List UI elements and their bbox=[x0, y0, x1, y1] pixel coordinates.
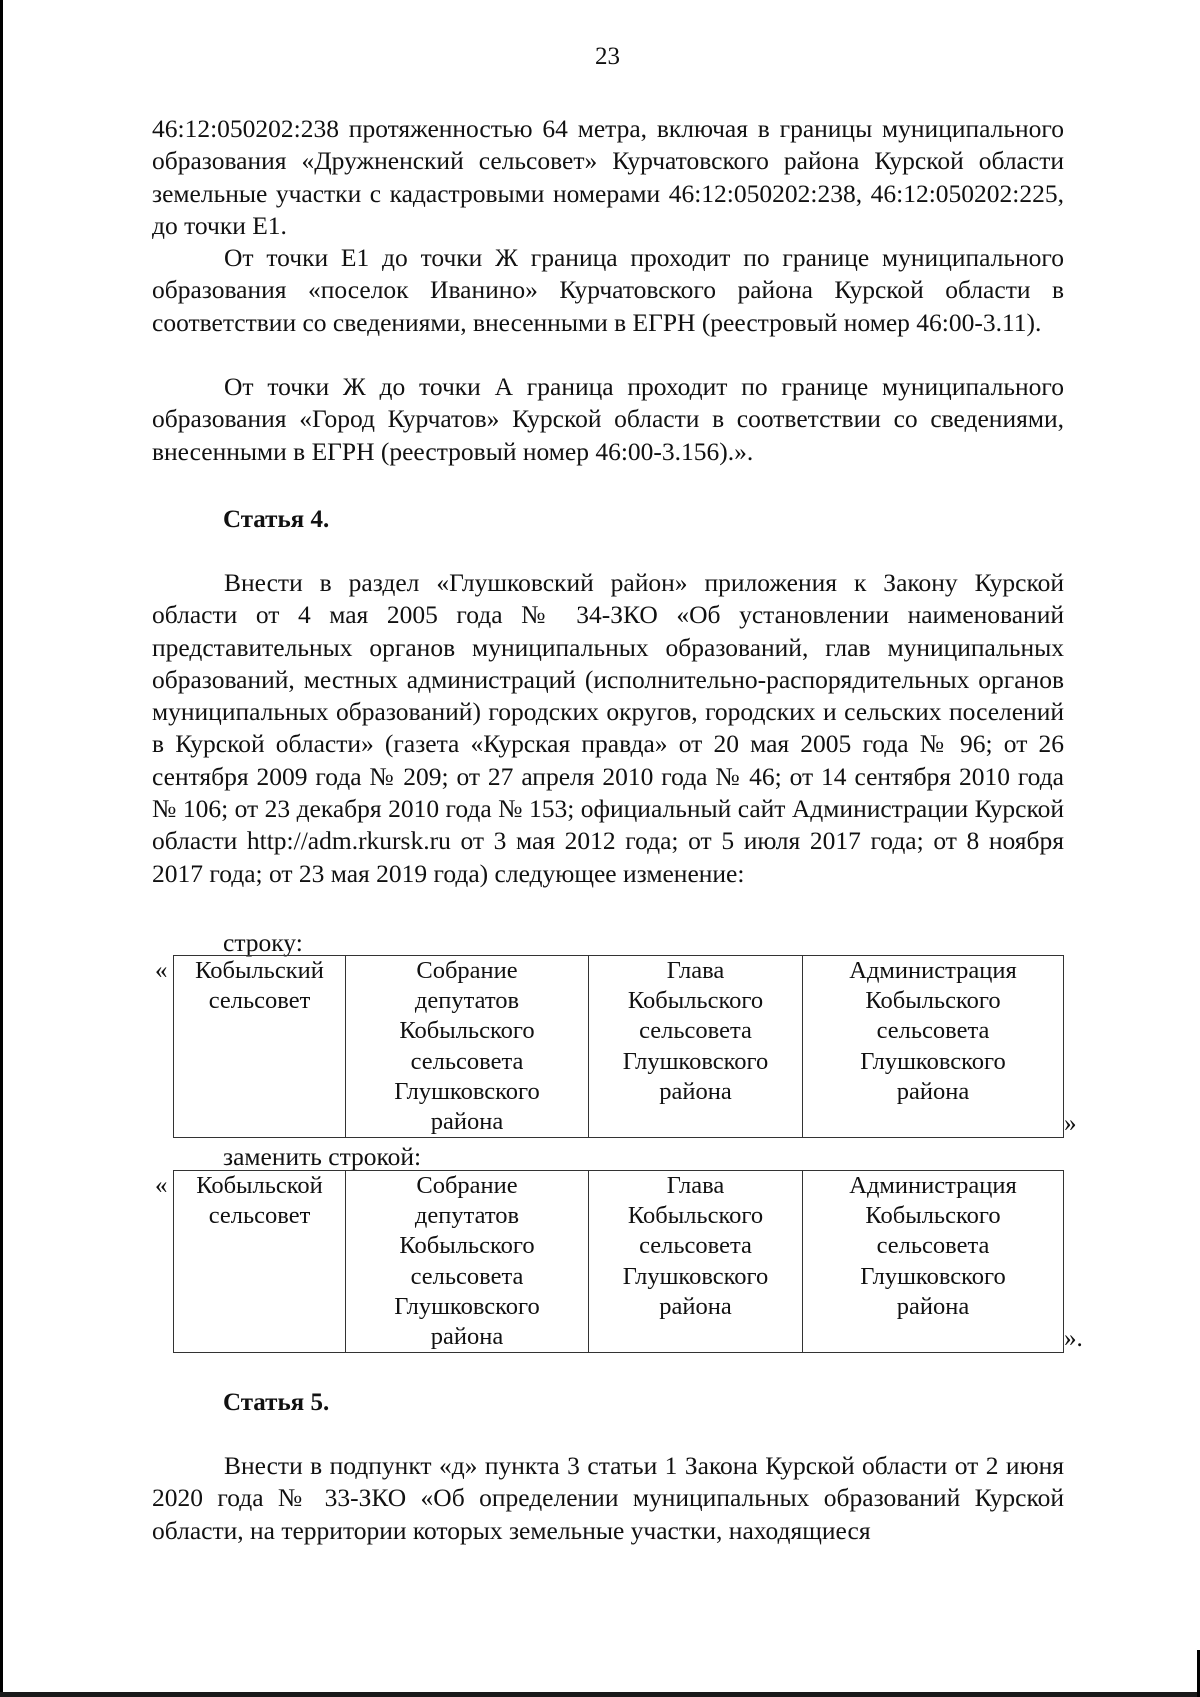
cell-line: Кобыльской bbox=[196, 1172, 323, 1199]
cell-line: сельсовета bbox=[410, 1047, 524, 1075]
cell-council bbox=[346, 1171, 589, 1353]
cell-line: сельсовета bbox=[410, 1262, 524, 1290]
cell-line: Глушковского bbox=[622, 1047, 769, 1075]
cell-line: Кобыльского bbox=[627, 1202, 764, 1230]
table-row bbox=[174, 956, 1064, 1138]
cell-line: района bbox=[430, 1323, 504, 1351]
cell-line: сельсовета bbox=[876, 1017, 990, 1045]
article-5-heading: Статья 5. bbox=[223, 1389, 330, 1416]
cell-council bbox=[346, 956, 589, 1138]
cell-line: Администрация bbox=[849, 1172, 1017, 1199]
cell-line: Кобыльского bbox=[627, 987, 764, 1015]
new-row-open-quote: « bbox=[155, 1172, 168, 1199]
cell-line: сельсовет bbox=[208, 987, 311, 1015]
cell-line: Кобыльского bbox=[865, 1202, 1001, 1230]
cell-line: Кобыльский bbox=[195, 957, 324, 984]
cell-line: сельсовет bbox=[208, 1202, 311, 1230]
cell-administration bbox=[803, 956, 1064, 1138]
old-row-close-quote: » bbox=[1064, 1110, 1077, 1137]
paragraph-zh-to-a: От точки Ж до точки А граница проходит по границе муниципального образования «Город Курчатов» Курской области в соответствии со сведениями, внесенными в ЕГРН (реестровый номер 46:00-3.156).». bbox=[152, 372, 1064, 466]
cell-line: Администрация bbox=[849, 957, 1017, 984]
cell-line: Глава bbox=[666, 1172, 725, 1199]
scan-bottom-border bbox=[0, 1692, 1200, 1697]
new-row-table bbox=[173, 1170, 1064, 1353]
cell-line: сельсовета bbox=[639, 1232, 752, 1260]
cell-line: Глушковского bbox=[622, 1262, 769, 1290]
cell-line: Глушковского bbox=[860, 1262, 1006, 1290]
cell-line: района bbox=[659, 1292, 732, 1320]
cell-administration bbox=[803, 1171, 1064, 1353]
cell-line: Собрание bbox=[416, 957, 518, 984]
new-row-label: заменить строкой: bbox=[223, 1142, 422, 1171]
cell-line: депутатов bbox=[414, 1202, 520, 1230]
cell-line: Собрание bbox=[416, 1172, 518, 1199]
old-row-table bbox=[173, 955, 1064, 1138]
new-row-close-quote: ». bbox=[1064, 1325, 1083, 1352]
cell-line: района bbox=[896, 1077, 970, 1105]
cell-line: сельсовета bbox=[876, 1232, 990, 1260]
cell-line: района bbox=[430, 1108, 504, 1136]
old-row-open-quote: « bbox=[155, 957, 168, 984]
paragraph-e1-to-zh: От точки Е1 до точки Ж граница проходит по границе муниципального образования «поселок Иванино» Курчатовского района Курской области в соответствии со сведениями, внесенными в ЕГРН (реестровый номер 46:00-3.11). bbox=[152, 243, 1064, 337]
cell-head bbox=[589, 956, 803, 1138]
cell-head bbox=[589, 1171, 803, 1353]
cell-line: Кобыльского bbox=[865, 987, 1001, 1015]
cell-line: района bbox=[659, 1077, 732, 1105]
cell-line: Глушковского bbox=[860, 1047, 1006, 1075]
article-4-body: Внести в раздел «Глушковский район» приложения к Закону Курской области от 4 мая 2005 года № 34-ЗКО «Об установлении наименований представительных органов муниципальных образований, глав муниципальных образований, местных администраций (исполнительно-распорядительных органов муниципальных образований) городских округов, городских и сельских поселений в Курской области» (газета «Курская правда» от 20 мая 2005 года № 96; от 26 сентября 2009 года № 209; от 27 апреля 2010 года № 46; от 14 сентября 2010 года № 106; от 23 декабря 2010 года № 153; официальный сайт Администрации Курской области http://adm.rkursk.ru от 3 мая 2012 года; от 5 июля 2017 года; от 8 ноября 2017 года; от 23 мая 2019 года) следующее изменение: bbox=[152, 568, 1064, 888]
table-row bbox=[174, 1171, 1064, 1353]
cell-line: Глава bbox=[666, 957, 725, 984]
cell-line: района bbox=[896, 1292, 970, 1320]
cell-line: Кобыльского bbox=[399, 1017, 535, 1045]
page-number: 23 bbox=[595, 43, 620, 70]
old-row-label: строку: bbox=[223, 928, 303, 957]
cell-line: Глушковского bbox=[394, 1077, 540, 1105]
cell-line: депутатов bbox=[414, 987, 520, 1015]
paragraph-boundary-continued: 46:12:050202:238 протяженностью 64 метра, включая в границы муниципального образования «Дружненский сельсовет» Курчатовского района Курской области земельные участки с кадастровыми номерами 46:12:050202:238, 46:12:050202:225, до точки Е1. bbox=[152, 114, 1064, 240]
article-4-heading: Статья 4. bbox=[223, 506, 330, 533]
cell-settlement bbox=[174, 956, 346, 1138]
cell-settlement bbox=[174, 1171, 346, 1353]
cell-line: Кобыльского bbox=[399, 1232, 535, 1260]
scan-left-border bbox=[0, 0, 3, 1697]
article-5-body: Внести в подпункт «д» пункта 3 статьи 1 Закона Курской области от 2 июня 2020 года № 33-ЗКО «Об определении муниципальных образований Курской области, на территории которых земельные участки, находящиеся bbox=[152, 1451, 1064, 1545]
cell-line: Глушковского bbox=[394, 1292, 540, 1320]
cell-line: сельсовета bbox=[639, 1017, 752, 1045]
